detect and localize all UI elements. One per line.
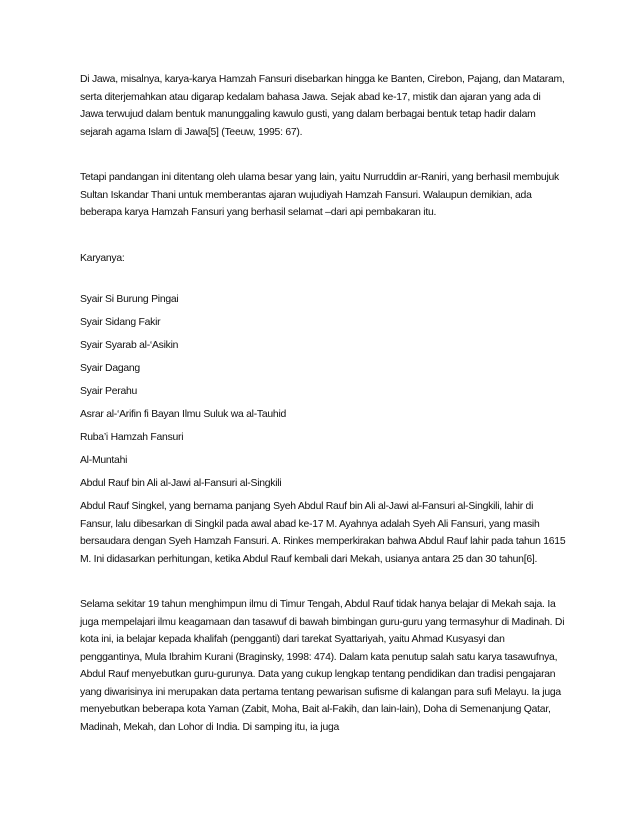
list-item: Ruba’i Hamzah Fansuri [80, 432, 184, 443]
paragraph-jawa: Di Jawa, misalnya, karya-karya Hamzah Fansuri disebarkan hingga ke Banten, Cirebon, Pajang, dan Mataram, serta diterjemahkan atau digarap kedalam bahasa Jawa. Sejak abad ke-17, mistik dan ajaran yang ada di Jawa terwujud dalam bentuk manunggaling kawulo gusti, yang dalam berbagai bentuk tetap hadir dalam sejarah agama Islam di Jawa[5] (Teeuw, 1995: 67). [80, 74, 565, 138]
list-item: Syair Perahu [80, 386, 138, 397]
works-list [80, 291, 566, 493]
paragraph-gap [80, 141, 566, 169]
list-item: Syair Sidang Fakir [80, 317, 161, 328]
list-item: Al-Muntahi [80, 455, 128, 466]
paragraph-abdul-rauf: Abdul Rauf Singkel, yang bernama panjang Syeh Abdul Rauf bin Ali al-Jawi al-Fansuri al-Singkili, lahir di Fansur, lalu dibesarkan di Singkil pada awal abad ke-17 M. Ayahnya adalah Syeh Ali Fansuri, yang masih bersaudara dengan Syeh Hamzah Fansuri. A. Rinkes memperkirakan bahwa Abdul Rauf lahir pada tahun 1615 M. Ini didasarkan perhitungan, ketika Abdul Rauf kembali dari Mekah, usianya antara 25 dan 30 tahun[6]. [80, 501, 566, 565]
paragraph-gap [80, 267, 566, 291]
paragraph-gap [80, 568, 566, 596]
list-item: Syair Dagang [80, 363, 140, 374]
list-item: Syair Syarab al-‘Asikin [80, 340, 179, 351]
list-item: Asrar al-‘Arifin fi Bayan Ilmu Suluk wa al-Tauhid [80, 409, 287, 420]
paragraph-timur-tengah: Selama sekitar 19 tahun menghimpun ilmu di Timur Tengah, Abdul Rauf tidak hanya belajar di Mekah saja. Ia juga mempelajari ilmu keagamaan dan tasawuf di bawah bimbingan guru-guru yang termasyhur di Madinah. Di kota ini, ia belajar kepada khalifah (pengganti) dari tarekat Syattariyah, yaitu Ahmad Kusyasyi dan penggantinya, Mula Ibrahim Kurani (Braginsky, 1998: 474). Dalam kata penutup salah satu karya tasawufnya, Abdul Rauf menyebutkan guru-gurunya. Data yang cukup lengkap tentang pendidikan dan tradisi pengajaran yang diwarisinya ini merupakan data pertama tentang pewarisan sufisme di kalangan para sufi Melayu. Ia juga menyebutkan beberapa kota Yaman (Zabit, Moha, Bait al-Fakih, dan lain-lain), Doha di Semenanjung Qatar, Madinah, Mekah, dan Lohor di India. Di samping itu, ia juga [80, 599, 565, 733]
document-body [80, 71, 566, 736]
paragraph-raniri: Tetapi pandangan ini ditentang oleh ulama besar yang lain, yaitu Nurruddin ar-Raniri, yang berhasil membujuk Sultan Iskandar Thani untuk memberantas ajaran wujudiyah Hamzah Fansuri. Walaupun demikian, ada beberapa karya Hamzah Fansuri yang berhasil selamat –dari api pembakaran itu. [80, 172, 559, 218]
karyanya-heading: Karyanya: [80, 252, 125, 264]
paragraph-gap [80, 222, 566, 250]
list-item: Syair Si Burung Pingai [80, 294, 179, 305]
list-item: Abdul Rauf bin Ali al-Jawi al-Fansuri al-Singkili [80, 478, 282, 489]
